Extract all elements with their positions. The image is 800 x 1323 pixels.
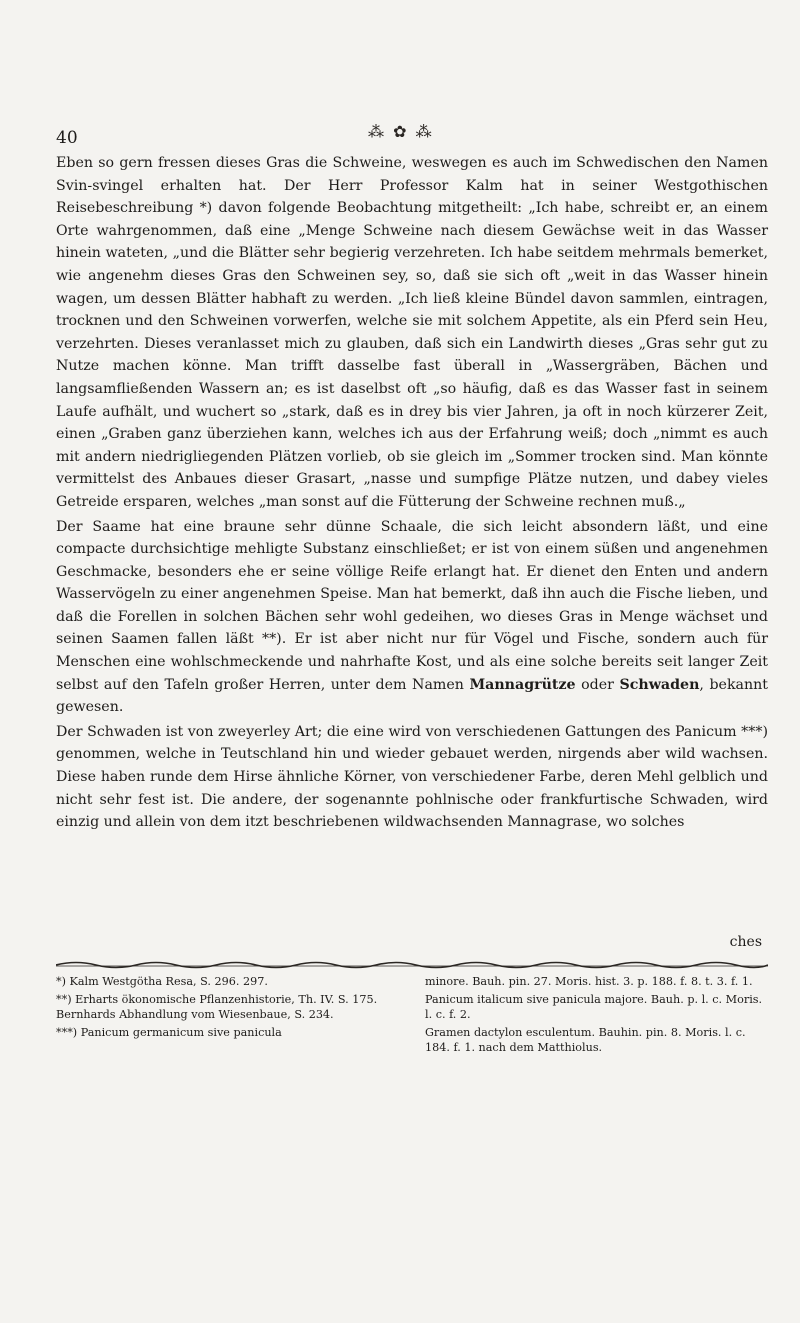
- term-mannagruetze: Mannagrütze: [469, 676, 576, 693]
- page-number: 40: [56, 128, 78, 148]
- footnote-3: ***) Panicum germanicum sive panicula: [56, 1025, 282, 1039]
- decorative-rule: [56, 960, 768, 970]
- paragraph-seed: [56, 516, 768, 719]
- footnote-1: *) Kalm Westgötha Resa, S. 296. 297.: [56, 975, 268, 988]
- paragraph-seed-text: Der Saame hat eine braune sehr dünne Schaale, die sich leicht absondern läßt, und eine compacte durchsichtige mehligte Substanz einschließet; er ist von einem süßen und angenehmen Geschmacke, besonders ehe er seine völlige Reife erlangt hat. Er dienet den Enten und andern Wasservögeln zu einer angenehmen Speise. Man hat bemerkt, daß ihn auch die Fische lieben, und daß die Forellen in solchen Bächen sehr wohl gedeihen, wo dieses Gras in Menge wächset und seinen Saamen fallen läßt **). Er ist aber nicht nur für Vögel und Fische, sondern auch für Menschen eine wohlschmeckende und nahrhafte Kost, und als eine solche bereits seit langer Zeit selbst auf den Tafeln großer Herren, unter dem Namen: [56, 518, 768, 693]
- footnote-2: **) Erharts ökonomische Pflanzenhistorie, Th. IV. S. 175. Bernhards Abhandlung vom Wiesenbaue, S. 234.: [56, 992, 378, 1022]
- footnote-3-cont-b: Panicum italicum sive panicula majore. Bauh. p. l. c. Moris. l. c. f. 2.: [425, 992, 763, 1022]
- word-oder: oder: [581, 676, 614, 693]
- main-text: [56, 152, 768, 834]
- catchword: ches: [729, 934, 762, 950]
- footnotes-left: [56, 974, 399, 1058]
- paragraph-seed-end: , bekannt gewesen.: [56, 676, 768, 716]
- footnotes: [56, 974, 768, 1058]
- footnote-3-cont-a: minore. Bauh. pin. 27. Moris. hist. 3. p. 188. f. 8. t. 3. f. 1.: [425, 975, 753, 988]
- footnotes-right: [425, 974, 768, 1058]
- term-schwaden: Schwaden: [619, 676, 700, 693]
- footnote-3-cont-c: Gramen dactylon esculentum. Bauhin. pin. 8. Moris. l. c. 184. f. 1. nach dem Matthiolus.: [425, 1025, 746, 1055]
- paragraph-schwaden: Der Schwaden ist von zweyerley Art; die eine wird von verschiedenen Gattungen des Panicum ***) genommen, welche in Teutschland hin und wieder gebauet werden, nirgends aber wild wachsen. Diese haben runde dem Hirse ähnliche Körner, von verschiedener Farbe, deren Mehl gelblich und nicht sehr fest ist. Die andere, der sogenannte pohlnische oder frankfurtische Schwaden, wird einzig und allein von dem itzt beschriebenen wildwachsenden Mannagrase, wo solches: [56, 723, 768, 831]
- paragraph-kalm-quote: Eben so gern fressen dieses Gras die Schweine, weswegen es auch im Schwedischen den Namen Svin-svingel erhalten hat. Der Herr Professor Kalm hat in seiner Westgothischen Reisebeschreibung *) davon folgende Beobachtung mitgetheilt: „Ich habe, schreibt er, an einem Orte wahrgenommen, daß eine „Menge Schweine nach diesem Gewächse weit in das Wasser hinein wateten, „und die Blätter sehr begierig verzehreten. Ich habe seitdem mehrmals bemerket, wie angenehm dieses Gras den Schweinen sey, so, daß sie sich oft „weit in das Wasser hinein wagen, um dessen Blätter habhaft zu werden. „Ich ließ kleine Bündel davon sammlen, eintragen, trocknen und den Schweinen vorwerfen, welche sie mit solchem Appetite, als ein Pferd sein Heu, verzehrten. Dieses veranlasset mich zu glauben, daß sich ein Landwirth dieses „Gras sehr gut zu Nutze machen könne. Man trifft dasselbe fast überall in „Wassergräben, Bächen und langsamfließenden Wassern an; es ist daselbst oft „so häufig, daß es das Wasser fast in seinem Laufe aufhält, und wuchert so „stark, daß es in drey bis vier Jahren, ja oft in noch kürzerer Zeit, einen „Graben ganz überziehen kann, welches ich aus der Erfahrung weiß; doch „nimmt es auch mit andern niedrigliegenden Plätzen vorlieb, ob sie gleich im „Sommer trocken sind. Man könnte vermittelst des Anbaues dieser Grasart, „nasse und sumpfige Plätze nutzen, und dabey vieles Getreide ersparen, welches „man sonst auf die Fütterung der Schweine rechnen muß.„: [56, 155, 768, 510]
- header-ornament: ⁂ ✿ ⁂: [368, 122, 434, 141]
